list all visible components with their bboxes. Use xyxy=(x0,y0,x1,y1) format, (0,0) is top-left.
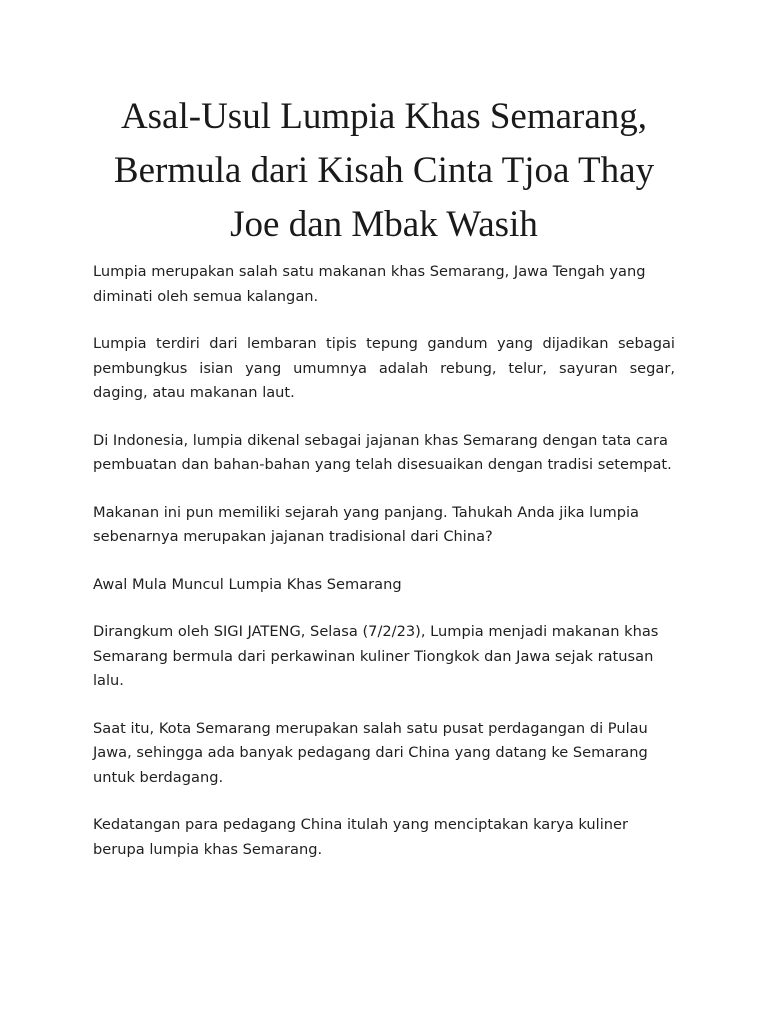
document-title: Asal-Usul Lumpia Khas Semarang, Bermula dari Kisah Cinta Tjoa Thay Joe dan Mbak Wasih xyxy=(113,96,655,245)
paragraph-intro: Lumpia merupakan salah satu makanan khas Semarang, Jawa Tengah yang diminati oleh semua kalangan. xyxy=(93,263,646,305)
paragraph-trade: Saat itu, Kota Semarang merupakan salah satu pusat perdagangan di Pulau Jawa, sehingga ada banyak pedagang dari China yang datang ke Semarang untuk berdagang. xyxy=(93,719,648,786)
paragraph-origin: Kedatangan para pedagang China itulah yang menciptakan karya kuliner berupa lumpia khas Semarang. xyxy=(93,816,629,858)
paragraph-indonesia: Di Indonesia, lumpia dikenal sebagai jajanan khas Semarang dengan tata cara pembuatan dan bahan-bahan yang telah disesuaikan dengan tradisi setempat. xyxy=(93,431,672,473)
paragraph-definition: Lumpia terdiri dari lembaran tipis tepung gandum yang dijadikan sebagai pembungkus isian yang umumnya adalah rebung, telur, sayuran segar, daging, atau makanan laut. xyxy=(93,335,675,401)
paragraph-history: Makanan ini pun memiliki sejarah yang panjang. Tahukah Anda jika lumpia sebenarnya merupakan jajanan tradisional dari China? xyxy=(93,503,639,545)
section-heading: Awal Mula Muncul Lumpia Khas Semarang xyxy=(93,575,402,593)
paragraph-summary: Dirangkum oleh SIGI JATENG, Selasa (7/2/23), Lumpia menjadi makanan khas Semarang bermula dari perkawinan kuliner Tiongkok dan Jawa sejak ratusan lalu. xyxy=(93,623,659,689)
